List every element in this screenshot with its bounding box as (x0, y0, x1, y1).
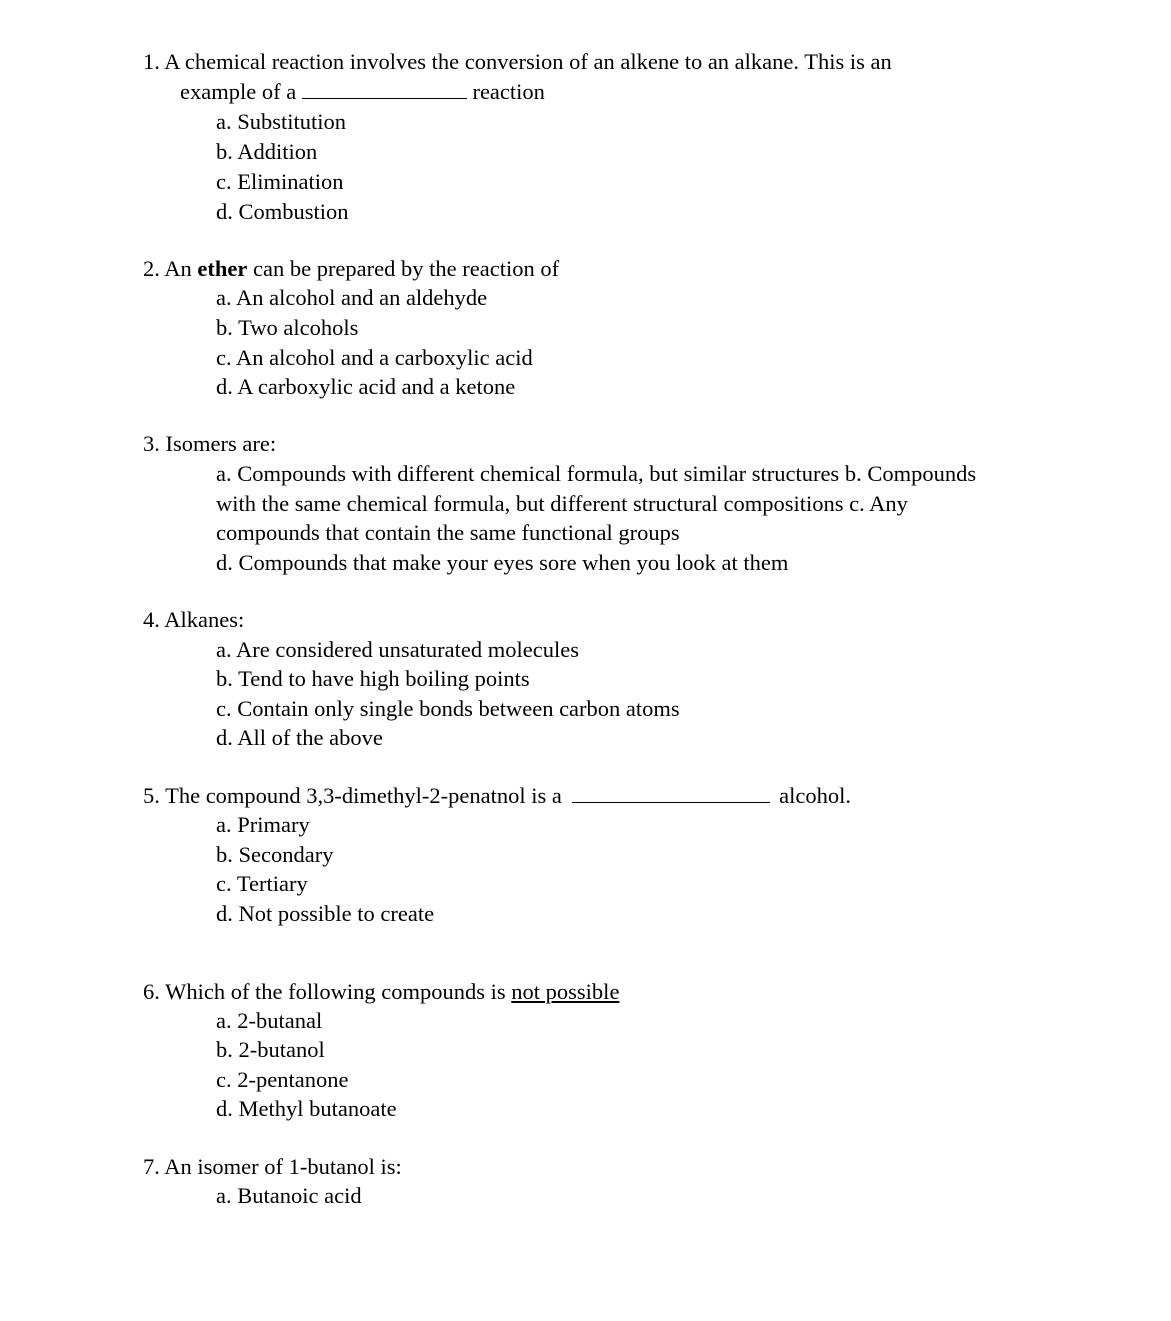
question-6-number: 6. (143, 979, 160, 1004)
question-4-option-d: d. All of the above (216, 725, 383, 750)
question-1-text-after-blank: reaction (472, 79, 545, 104)
question-2-stem (143, 258, 559, 281)
question-2-bold-term: ether (197, 256, 248, 281)
question-3-option-line-1: a. Compounds with different chemical formula, but similar structures b. Compounds (216, 461, 977, 486)
question-7-number: 7. (143, 1154, 160, 1179)
question-6-option-b: b. 2-butanol (216, 1037, 325, 1062)
question-3-stem (143, 433, 276, 456)
question-4-stem (143, 609, 244, 632)
question-3-option-d: d. Compounds that make your eyes sore when you look at them (216, 550, 789, 575)
question-2-number: 2. (143, 256, 160, 281)
question-4-option-c: c. Contain only single bonds between carbon atoms (216, 696, 680, 721)
question-6-option-c: c. 2-pentanone (216, 1067, 349, 1092)
question-1-text: A chemical reaction involves the conversion of an alkene to an alkane. This is an (164, 49, 892, 74)
question-3-text: Isomers are: (165, 431, 277, 456)
question-6-stem (143, 981, 619, 1004)
answer-blank (302, 97, 467, 99)
question-5-option-d: d. Not possible to create (216, 901, 435, 926)
question-2-option-c: c. An alcohol and a carboxylic acid (216, 345, 533, 370)
question-6-text: Which of the following compounds is (165, 979, 506, 1004)
question-2-text-after: can be prepared by the reaction of (252, 256, 560, 281)
question-1-option-a: a. Substitution (216, 109, 347, 134)
question-1-stem-line-2 (180, 81, 545, 104)
question-2-option-d: d. A carboxylic acid and a ketone (216, 374, 516, 399)
question-2-option-b: b. Two alcohols (216, 315, 359, 340)
question-6-option-a: a. 2-butanal (216, 1008, 323, 1033)
question-5-text-after-blank: alcohol. (779, 783, 851, 808)
question-2-text-before: An (164, 256, 192, 281)
question-2-option-a: a. An alcohol and an aldehyde (216, 285, 488, 310)
question-5-option-c: c. Tertiary (216, 871, 308, 896)
question-4-option-b: b. Tend to have high boiling points (216, 666, 530, 691)
question-7-text: An isomer of 1-butanol is: (164, 1154, 402, 1179)
question-7-option-a: a. Butanoic acid (216, 1183, 362, 1208)
question-4-text: Alkanes: (164, 607, 245, 632)
question-4-number: 4. (143, 607, 160, 632)
question-3-option-line-2: with the same chemical formula, but different structural compositions c. Any (216, 491, 908, 516)
question-5-number: 5. (143, 783, 160, 808)
question-5-option-a: a. Primary (216, 812, 310, 837)
question-1-option-d: d. Combustion (216, 199, 349, 224)
question-3-option-line-3: compounds that contain the same functional groups (216, 520, 680, 545)
question-1-text-before-blank: example of a (180, 79, 297, 104)
question-1-stem-line-1 (143, 51, 892, 74)
question-5-option-b: b. Secondary (216, 842, 334, 867)
question-7-stem (143, 1156, 402, 1179)
answer-blank (572, 801, 770, 803)
question-5-text-before-blank: The compound 3,3-dimethyl-2-penatnol is a (165, 783, 562, 808)
question-4-option-a: a. Are considered unsaturated molecules (216, 637, 579, 662)
question-1-number: 1. (143, 49, 160, 74)
question-3-number: 3. (143, 431, 160, 456)
question-6-underlined-term: not possible (511, 979, 620, 1004)
question-1-option-c: c. Elimination (216, 169, 344, 194)
question-1-option-b: b. Addition (216, 139, 318, 164)
question-5-stem (143, 785, 851, 808)
question-6-option-d: d. Methyl butanoate (216, 1096, 397, 1121)
